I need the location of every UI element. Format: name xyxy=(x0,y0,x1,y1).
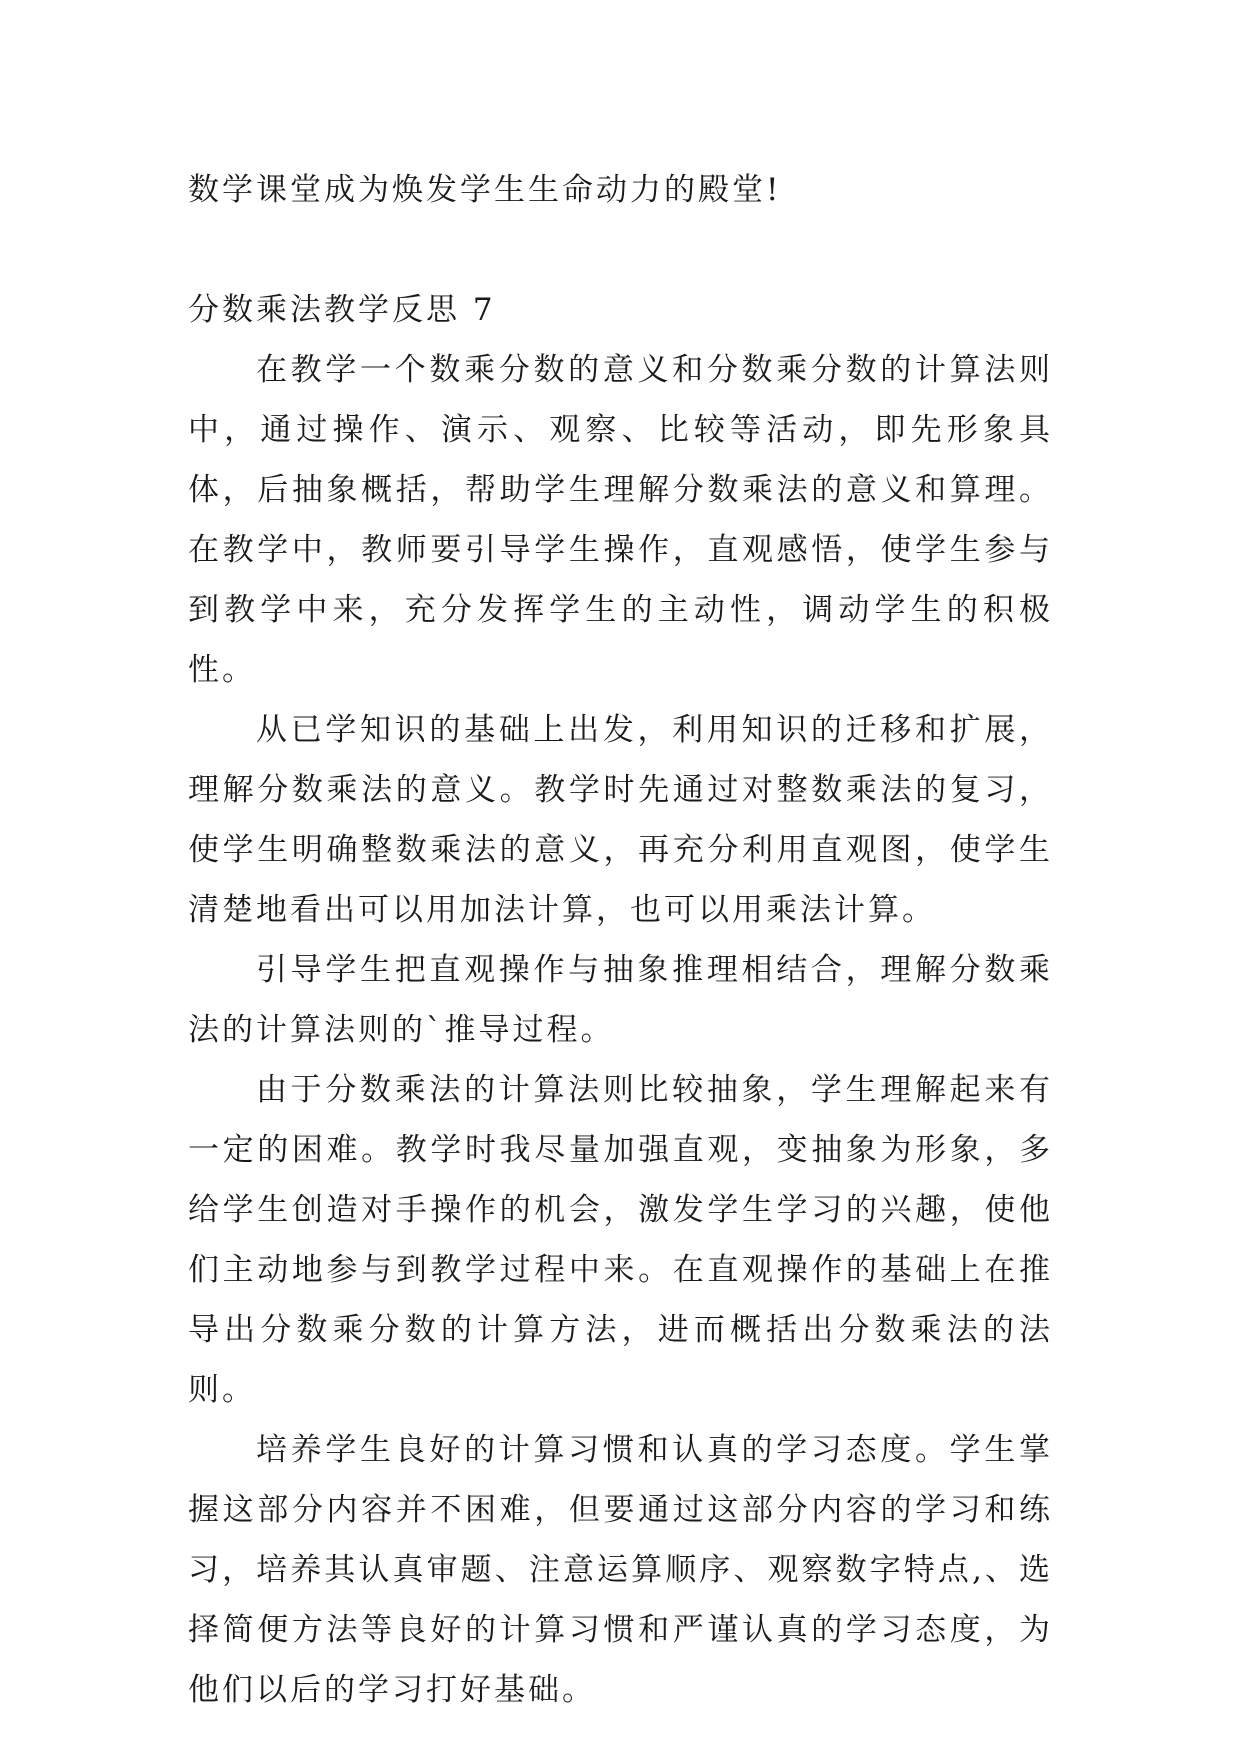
paragraph-1: 在教学一个数乘分数的意义和分数乘分数的计算法则中，通过操作、演示、观察、比较等活动，即先形象具体，后抽象概括，帮助学生理解分数乘法的意义和算理。在教学中，教师要引导学生操作，直观感悟，使学生参与到教学中来，充分发挥学生的主动性，调动学生的积极性。 xyxy=(188,352,1053,688)
document-body xyxy=(188,160,1053,1720)
paragraph-5: 培养学生良好的计算习惯和认真的学习态度。学生掌握这部分内容并不困难，但要通过这部分内容的学习和练习，培养其认真审题、注意运算顺序、观察数字特点,、选择简便方法等良好的计算习惯和严谨认真的学习态度，为他们以后的学习打好基础。 xyxy=(188,1432,1053,1708)
section-heading: 分数乘法教学反思 7 xyxy=(188,292,496,328)
paragraph-2: 从已学知识的基础上出发，利用知识的迁移和扩展，理解分数乘法的意义。教学时先通过对整数乘法的复习，使学生明确整数乘法的意义，再充分利用直观图，使学生清楚地看出可以用加法计算，也可以用乘法计算。 xyxy=(188,712,1053,928)
paragraph-4: 由于分数乘法的计算法则比较抽象，学生理解起来有一定的困难。教学时我尽量加强直观，变抽象为形象，多给学生创造对手操作的机会，激发学生学习的兴趣，使他们主动地参与到教学过程中来。在直观操作的基础上在推导出分数乘分数的计算方法，进而概括出分数乘法的法则。 xyxy=(188,1072,1053,1408)
paragraph-3: 引导学生把直观操作与抽象推理相结合，理解分数乘法的计算法则的`推导过程。 xyxy=(188,952,1053,1048)
continuation-line: 数学课堂成为焕发学生生命动力的殿堂! xyxy=(188,172,782,208)
